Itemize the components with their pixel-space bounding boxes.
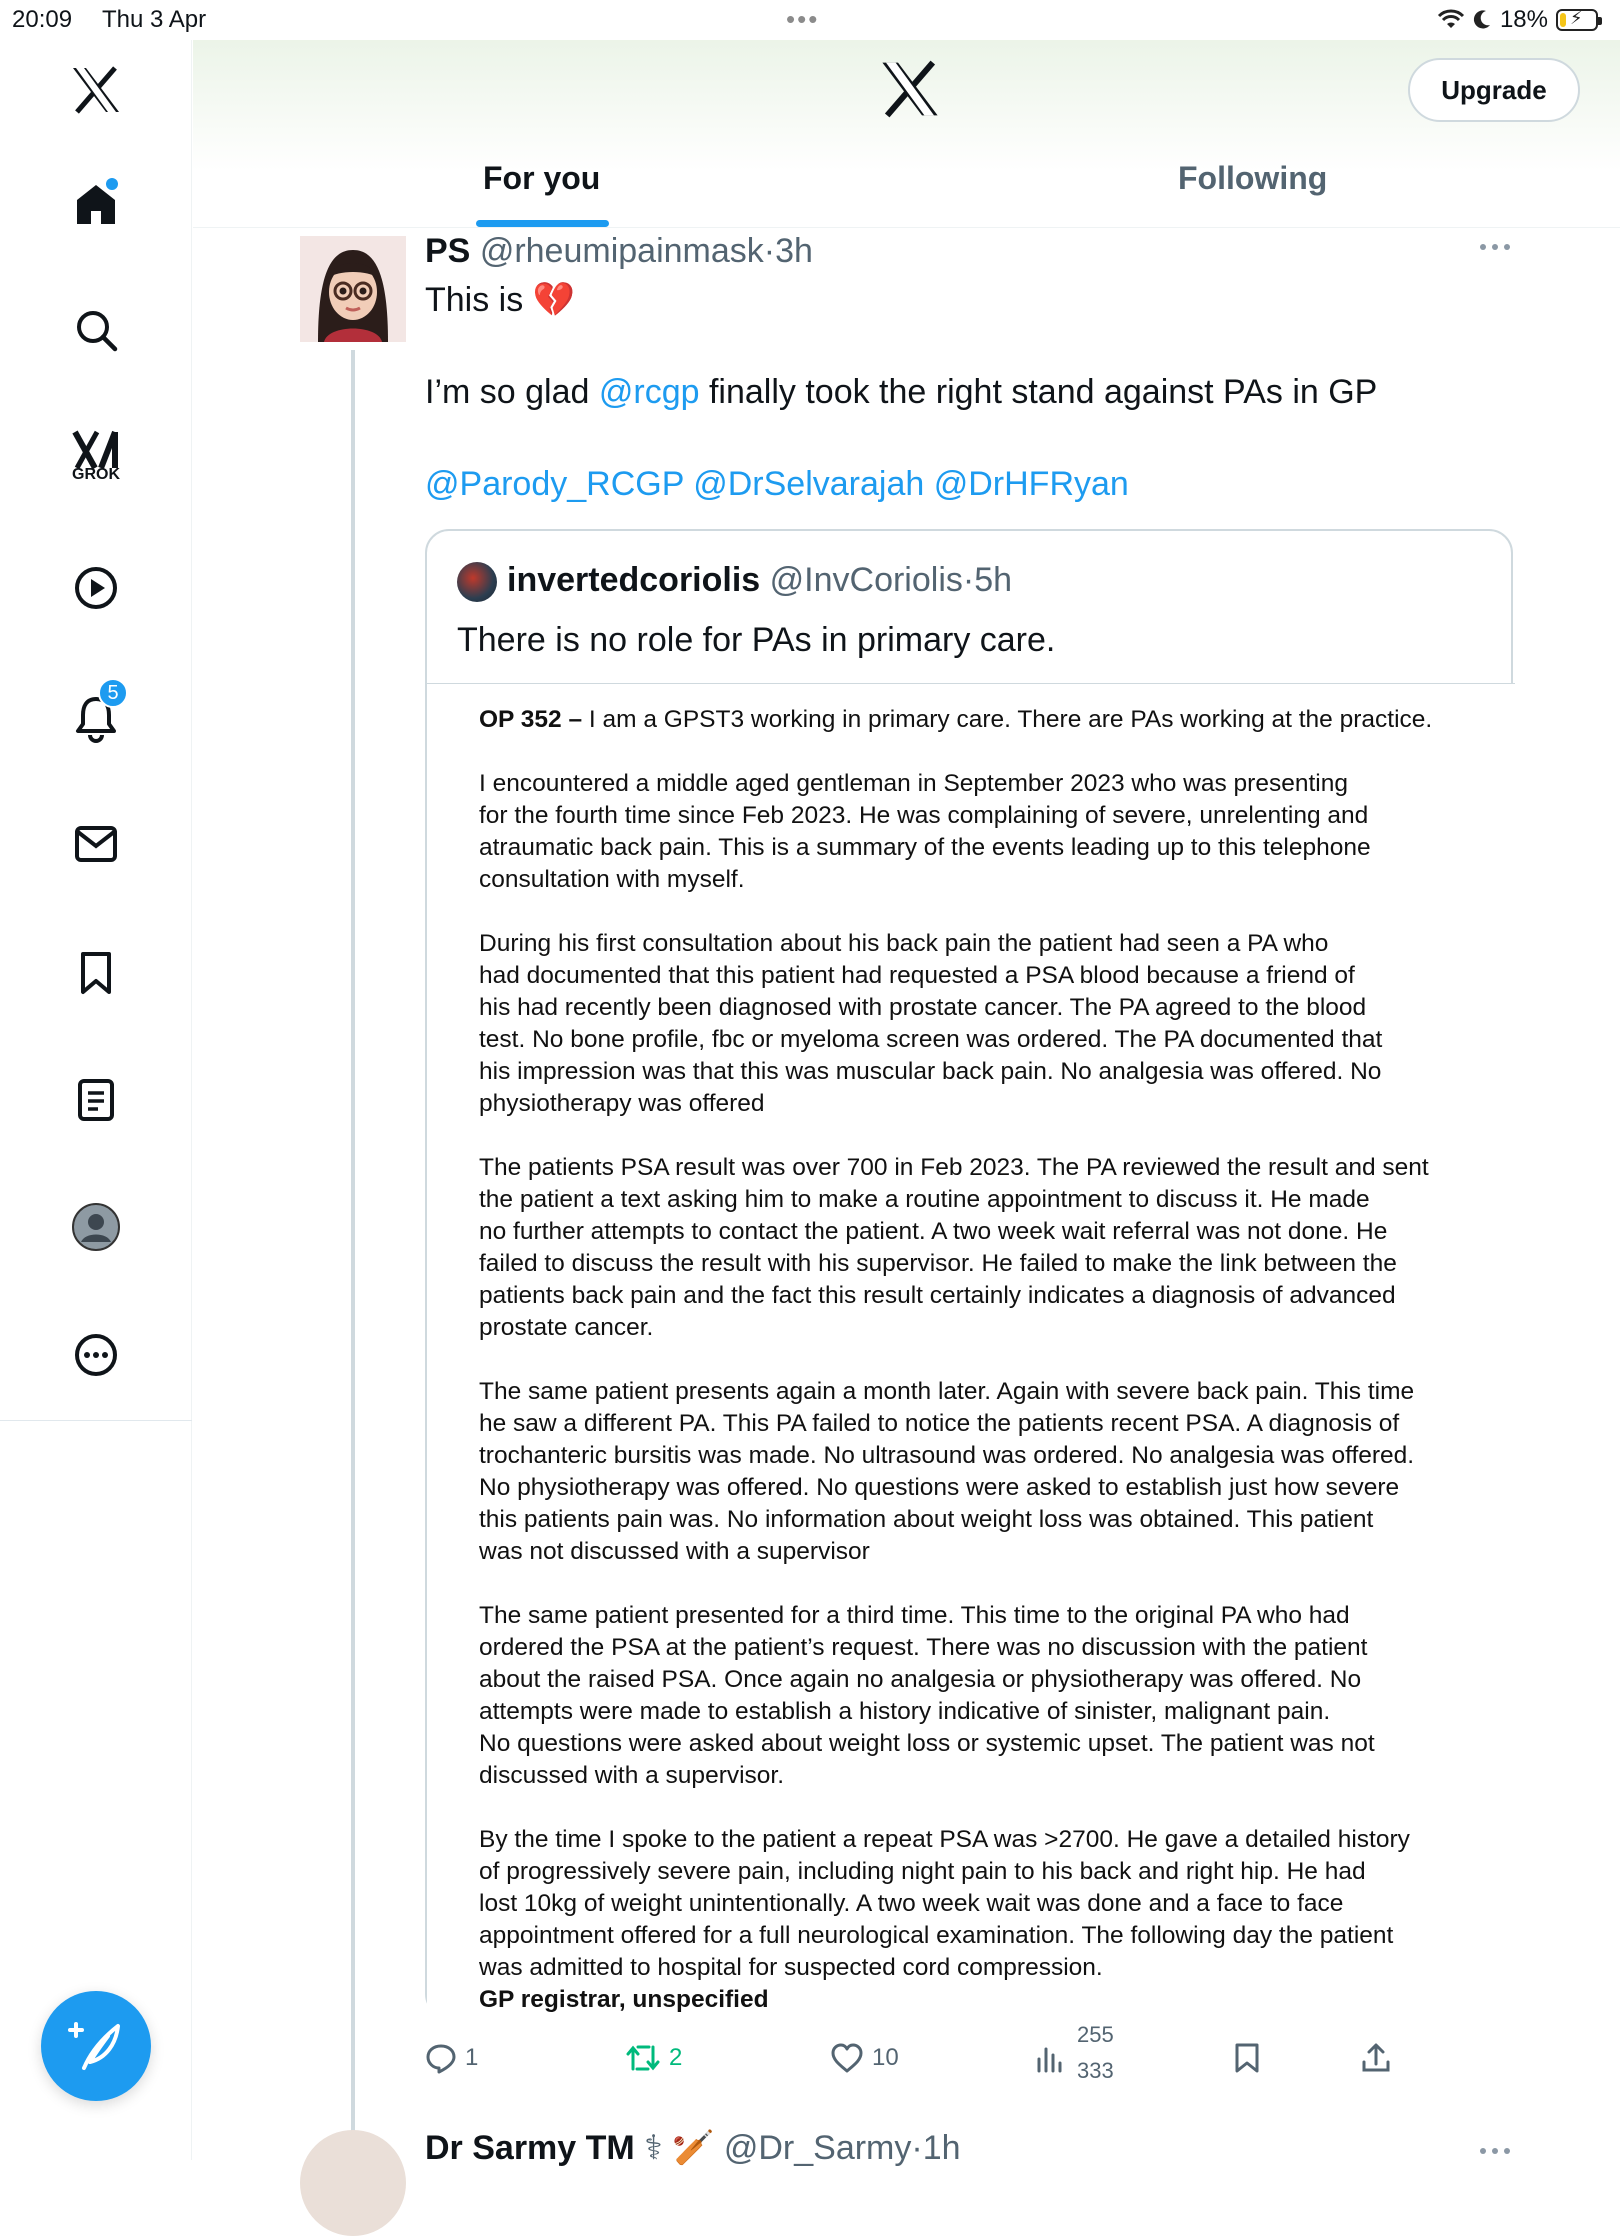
document-line: his impression was that this was muscular back pain. No analgesia was offered. No xyxy=(479,1058,1382,1085)
document-line: patients back pain and the fact this result certainly indicates a diagnosis of advanced xyxy=(479,1282,1396,1309)
document-line: about the raised PSA. Once again no analgesia or physiotherapy was offered. No xyxy=(479,1666,1362,1693)
document-text xyxy=(479,704,1479,2016)
bookmark-button[interactable] xyxy=(1233,2036,1261,2080)
views-icon xyxy=(1035,2043,1065,2073)
status-date: Thu 3 Apr xyxy=(102,6,207,33)
x-logo-icon[interactable] xyxy=(66,60,126,120)
bookmark-icon xyxy=(1233,2042,1261,2074)
x-logo-icon[interactable] xyxy=(880,60,940,120)
next-author-handle[interactable]: @Dr_Sarmy xyxy=(723,2129,912,2167)
lists-icon[interactable] xyxy=(66,1070,126,1130)
quote-author-handle: @InvCoriolis xyxy=(769,561,963,599)
document-line: appointment offered for a full neurological examination. The following day the patient xyxy=(479,1922,1394,1949)
document-line: ordered the PSA at the patient’s request. There was no discussion with the patient xyxy=(479,1634,1368,1661)
document-line: this patients pain was. No information about weight loss was obtained. This patient xyxy=(479,1506,1374,1533)
tweet-line-2-post: finally took the right stand against PAs in GP xyxy=(699,373,1378,411)
document-line: physiotherapy was offered xyxy=(479,1090,765,1117)
author-handle[interactable]: @rheumipainmask xyxy=(479,232,764,270)
document-line: No physiotherapy was offered. No questions were asked to establish just how severe xyxy=(479,1474,1400,1501)
document-line: consultation with myself. xyxy=(479,866,745,893)
document-line: atraumatic back pain. This is a summary of the events leading up to this telephone xyxy=(479,834,1371,861)
tweet-line-1 xyxy=(425,280,575,320)
mention-drselvarajah[interactable]: @DrSelvarajah xyxy=(693,465,925,503)
compose-button[interactable] xyxy=(41,1991,151,2101)
bookmarks-icon[interactable] xyxy=(66,943,126,1003)
avatar[interactable] xyxy=(300,236,406,342)
reply-button[interactable] xyxy=(425,2036,478,2080)
repost-icon xyxy=(625,2043,661,2073)
document-line: During his first consultation about his back pain the patient had seen a PA who xyxy=(479,930,1329,957)
views-count-top: 255 xyxy=(1077,2022,1114,2047)
next-tweet-header xyxy=(425,2128,961,2168)
document-line: was not discussed with a supervisor xyxy=(479,1538,870,1565)
document-line: The same patient presents again a month later. Again with severe back pain. This time xyxy=(479,1378,1415,1405)
document-line: failed to discuss the result with his supervisor. He failed to make the link between the xyxy=(479,1250,1397,1277)
thread-line xyxy=(351,350,355,2160)
document-line: no further attempts to contact the patient. A two week wait referral was not done. He xyxy=(479,1218,1388,1245)
multitasking-dots-icon[interactable]: ••• xyxy=(786,4,820,34)
home-unread-dot xyxy=(106,178,118,190)
tweet-line-2-pre: I’m so glad xyxy=(425,373,599,411)
document-intro-text: I am a GPST3 working in primary care. There are PAs working at the practice. xyxy=(582,706,1433,733)
grok-label: GROK xyxy=(72,466,120,483)
compose-icon xyxy=(68,2018,124,2074)
separator-dot: · xyxy=(763,232,776,270)
quote-header xyxy=(507,561,1012,600)
broken-heart-emoji: 💔 xyxy=(532,281,576,319)
video-icon[interactable] xyxy=(66,558,126,618)
tweet-line-2 xyxy=(425,373,1377,412)
next-tweet-more-icon[interactable] xyxy=(1478,2144,1512,2158)
views-count xyxy=(1073,2022,1123,2083)
document-line: By the time I spoke to the patient a repeat PSA was >2700. He gave a detailed history xyxy=(479,1826,1410,1853)
document-intro xyxy=(479,704,1479,736)
notifications-badge: 5 xyxy=(98,678,128,708)
tweet-mentions xyxy=(425,465,1129,504)
share-icon xyxy=(1360,2042,1392,2074)
author-name[interactable]: PS xyxy=(425,232,471,270)
document-line: the patient a text asking him to make a routine appointment to discuss it. He made xyxy=(479,1186,1370,1213)
document-paragraph xyxy=(479,768,1479,896)
reply-icon xyxy=(425,2042,457,2074)
stethoscope-icon: ⚕ xyxy=(644,2129,663,2167)
more-icon[interactable] xyxy=(66,1325,126,1385)
grok-icon[interactable] xyxy=(66,420,126,483)
status-time: 20:09 xyxy=(12,6,73,33)
tweet-more-icon[interactable] xyxy=(1478,240,1512,254)
document-paragraphs xyxy=(479,768,1479,1984)
document-line: for the fourth time since Feb 2023. He was complaining of severe, unrelenting and xyxy=(479,802,1369,829)
home-icon[interactable] xyxy=(66,174,126,234)
document-line: attempts were made to establish a history indicative of sinister, malignant pain. xyxy=(479,1698,1331,1725)
notifications-icon[interactable] xyxy=(66,681,126,748)
document-line: trochanteric bursitis was made. No ultrasound was ordered. No analgesia was offered. xyxy=(479,1442,1415,1469)
document-paragraph xyxy=(479,928,1479,1120)
status-bar xyxy=(0,0,1620,40)
document-line: The same patient presented for a third time. This time to the original PA who had xyxy=(479,1602,1350,1629)
battery-icon xyxy=(1556,9,1598,31)
document-paragraph xyxy=(479,1376,1479,1568)
sidebar xyxy=(0,40,192,2160)
upgrade-button[interactable]: Upgrade xyxy=(1408,58,1580,122)
profile-icon[interactable] xyxy=(66,1197,126,1257)
document-paragraph xyxy=(479,1824,1479,1984)
battery-level xyxy=(1560,13,1566,27)
document-line: of progressively severe pain, including night pain to his back and right hip. He had xyxy=(479,1858,1366,1885)
sidebar-divider xyxy=(0,1420,192,1421)
document-line: No questions were asked about weight loss or systemic upset. The patient was not xyxy=(479,1730,1375,1757)
mention-parody-rcgp[interactable]: @Parody_RCGP xyxy=(425,465,684,503)
status-indicators xyxy=(1438,6,1598,34)
heart-icon xyxy=(830,2043,864,2073)
document-title: OP 352 – xyxy=(479,706,583,733)
document-line: had documented that this patient had requested a PSA blood because a friend of xyxy=(479,962,1355,989)
timeline-header xyxy=(193,40,1620,228)
separator-dot: · xyxy=(962,561,975,599)
document-line: lost 10kg of weight unintentionally. A two week wait was done and a face to face xyxy=(479,1890,1344,1917)
battery-percent: 18% xyxy=(1499,6,1548,33)
next-tweet-avatar[interactable] xyxy=(300,2130,406,2236)
document-line: I encountered a middle aged gentleman in September 2023 who was presenting xyxy=(479,770,1348,797)
mention-rcgp[interactable]: @rcgp xyxy=(598,373,700,411)
search-icon[interactable] xyxy=(66,300,126,360)
document-line: discussed with a supervisor. xyxy=(479,1762,785,1789)
cricket-icon: 🏏 xyxy=(672,2129,715,2167)
quote-document-image[interactable] xyxy=(427,683,1515,2020)
tweet-actions xyxy=(425,2022,1425,2083)
repost-button[interactable] xyxy=(625,2036,682,2080)
quote-text: There is no role for PAs in primary care. xyxy=(457,621,1056,659)
document-line: he saw a different PA. This PA failed to notice the patients recent PSA. A diagnosis of xyxy=(479,1410,1400,1437)
quote-time: 5h xyxy=(974,561,1013,599)
quote-avatar[interactable] xyxy=(457,562,497,602)
document-paragraph xyxy=(479,1152,1479,1344)
repost-count: 2 xyxy=(669,2044,683,2071)
share-button[interactable] xyxy=(1360,2036,1392,2080)
document-signature: GP registrar, unspecified xyxy=(479,1986,769,2013)
active-tab-indicator xyxy=(476,220,609,227)
document-line: was admitted to hospital for suspected cord compression. xyxy=(479,1954,1103,1981)
document-paragraph xyxy=(479,1600,1479,1792)
charging-bolt-icon: ⚡ xyxy=(1570,8,1583,28)
like-button[interactable] xyxy=(830,2036,899,2080)
mention-drhfryan[interactable]: @DrHFRyan xyxy=(933,465,1129,503)
views-count-bottom: 333 xyxy=(1077,2058,1114,2083)
next-author-name[interactable]: Dr Sarmy TM xyxy=(425,2129,635,2167)
document-line: his had recently been diagnosed with prostate cancer. The PA agreed to the blood xyxy=(479,994,1367,1021)
messages-icon[interactable] xyxy=(66,814,126,874)
wifi-icon xyxy=(1438,10,1464,30)
quoted-tweet[interactable] xyxy=(425,529,1513,2018)
reply-count: 1 xyxy=(465,2044,479,2071)
tweet-time[interactable]: 3h xyxy=(775,232,813,270)
tweet-header xyxy=(425,232,813,271)
document-line: The patients PSA result was over 700 in Feb 2023. The PA reviewed the result and sent xyxy=(479,1154,1429,1181)
tweet-line-1-text: This is xyxy=(425,281,524,319)
document-line: prostate cancer. xyxy=(479,1314,654,1341)
document-line: test. No bone profile, fbc or myeloma screen was ordered. The PA documented that xyxy=(479,1026,1383,1053)
separator-dot: · xyxy=(911,2129,923,2167)
like-count: 10 xyxy=(872,2044,899,2071)
quote-author-name: invertedcoriolis xyxy=(507,561,761,599)
do-not-disturb-moon-icon xyxy=(1472,9,1492,31)
next-tweet-time[interactable]: 1h xyxy=(922,2129,961,2167)
tab-following[interactable]: Following xyxy=(1178,160,1328,196)
tab-for-you[interactable]: For you xyxy=(483,160,601,196)
views-button[interactable] xyxy=(1035,2022,1123,2083)
